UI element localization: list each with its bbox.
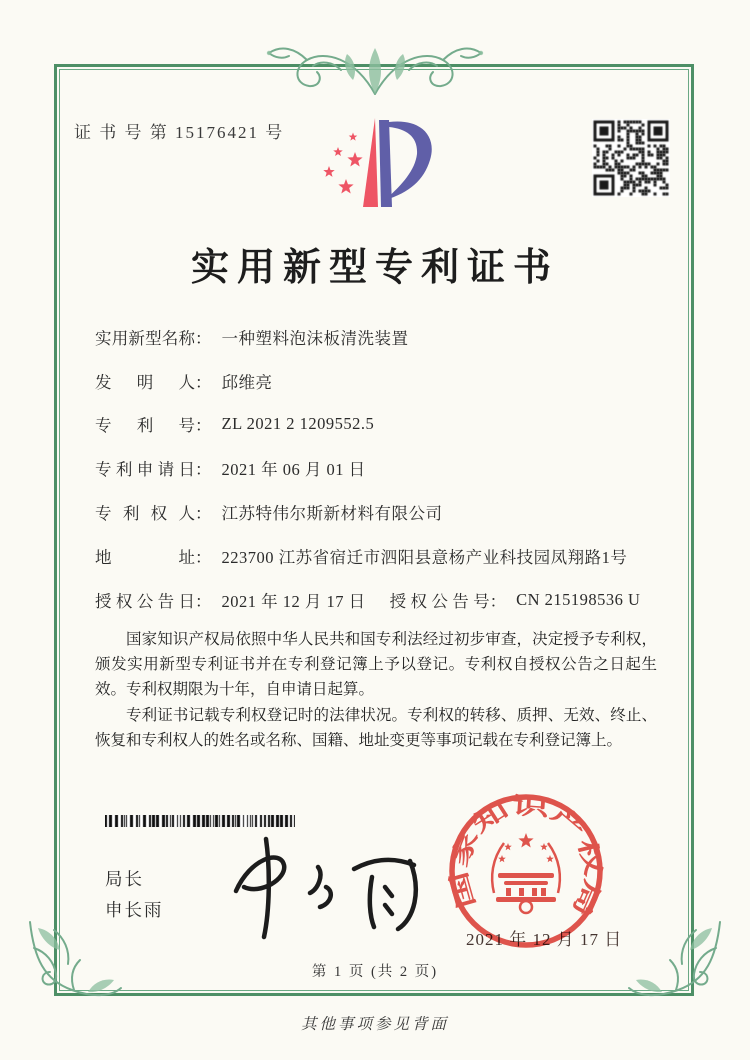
seal-ring-text: 国家知识产权局 [446, 793, 605, 911]
field-label: 发明人 [95, 372, 195, 392]
field-value: 一种塑料泡沫板清洗装置 [221, 328, 409, 348]
logo-red-wedge [363, 118, 378, 207]
field-value: 223700 江苏省宿迁市泗阳县意杨产业科技园凤翔路1号 [221, 547, 628, 567]
field-row-name: 实用新型名称 ： 一种塑料泡沫板清洗装置 [95, 315, 661, 359]
legal-paragraph-2: 专利证书记载专利权登记时的法律状况。专利权的转移、质押、无效、终止、恢复和专利权人的姓名或名称、国籍、地址变更等事项记载在专利登记簿上。 [95, 706, 657, 749]
field-grant-number: 授权公告号 ： CN 215198536 U [389, 589, 641, 611]
legal-text [95, 627, 657, 753]
top-flourish-ornament [255, 36, 495, 110]
officer-block [105, 864, 164, 926]
page-number: 第 1 页 (共 2 页) [311, 964, 439, 980]
field-value: 邱维亮 [221, 372, 273, 392]
field-value: CN 215198536 U [516, 589, 641, 609]
logo-p-stem [379, 120, 392, 207]
field-label: 专利权人 [95, 504, 195, 524]
logo-p-bowl [385, 121, 432, 200]
official-seal [440, 785, 612, 957]
field-label: 授权公告号 [389, 591, 490, 611]
field-label: 地址 [95, 547, 195, 567]
field-label: 专利申请日 [95, 460, 195, 480]
officer-name: 申长雨 [105, 900, 164, 920]
legal-paragraph-1: 国家知识产权局依照中华人民共和国专利法经过初步审查，决定授予专利权，颁发实用新型专利证书并在专利登记簿上予以登记。专利权自授权公告之日起生效。专利权期限为十年，自申请日起算。 [95, 631, 657, 699]
back-side-note: 其他事项参见背面 [300, 1016, 449, 1033]
field-label: 授权公告日 [95, 591, 195, 611]
field-row-patent-no: 专利号 ： ZL 2021 2 1209552.5 [95, 414, 375, 436]
field-value: ZL 2021 2 1209552.5 [221, 414, 375, 434]
barcode [105, 815, 295, 827]
grant-date-under-seal: 2021 年 12 月 17 日 [466, 930, 623, 949]
field-row-inventor: 发明人 ： 邱维亮 [95, 359, 661, 403]
field-value: 江苏特伟尔斯新材料有限公司 [221, 504, 443, 524]
field-row-address: 地址 ： 223700 江苏省宿迁市泗阳县意杨产业科技园凤翔路1号 [95, 534, 661, 578]
certificate-title: 实用新型专利证书 [190, 247, 559, 289]
field-value: 2021 年 06 月 01 日 [221, 460, 366, 480]
field-value: 2021 年 12 月 17 日 [221, 591, 366, 611]
logo-stars [323, 133, 362, 194]
qr-code [592, 119, 670, 197]
seal-national-emblem [492, 833, 560, 913]
certificate-number: 证 书 号 第 15176421 号 [74, 123, 285, 142]
cnipa-ip-logo [315, 110, 445, 217]
field-label: 专利号 [95, 416, 195, 436]
field-row-patentee: 专利权人 ： 江苏特伟尔斯新材料有限公司 [95, 490, 661, 534]
field-row-filing-date: 专利申请日 ： 2021 年 06 月 01 日 [95, 446, 661, 490]
officer-signature [222, 833, 427, 943]
field-rows [95, 315, 661, 622]
field-label: 实用新型名称 [95, 328, 195, 348]
officer-title: 局长 [105, 869, 144, 889]
field-row-grant-date: 授权公告日 ： 2021 年 12 月 17 日 授权公告号 ： CN 215198536 U [95, 589, 641, 611]
